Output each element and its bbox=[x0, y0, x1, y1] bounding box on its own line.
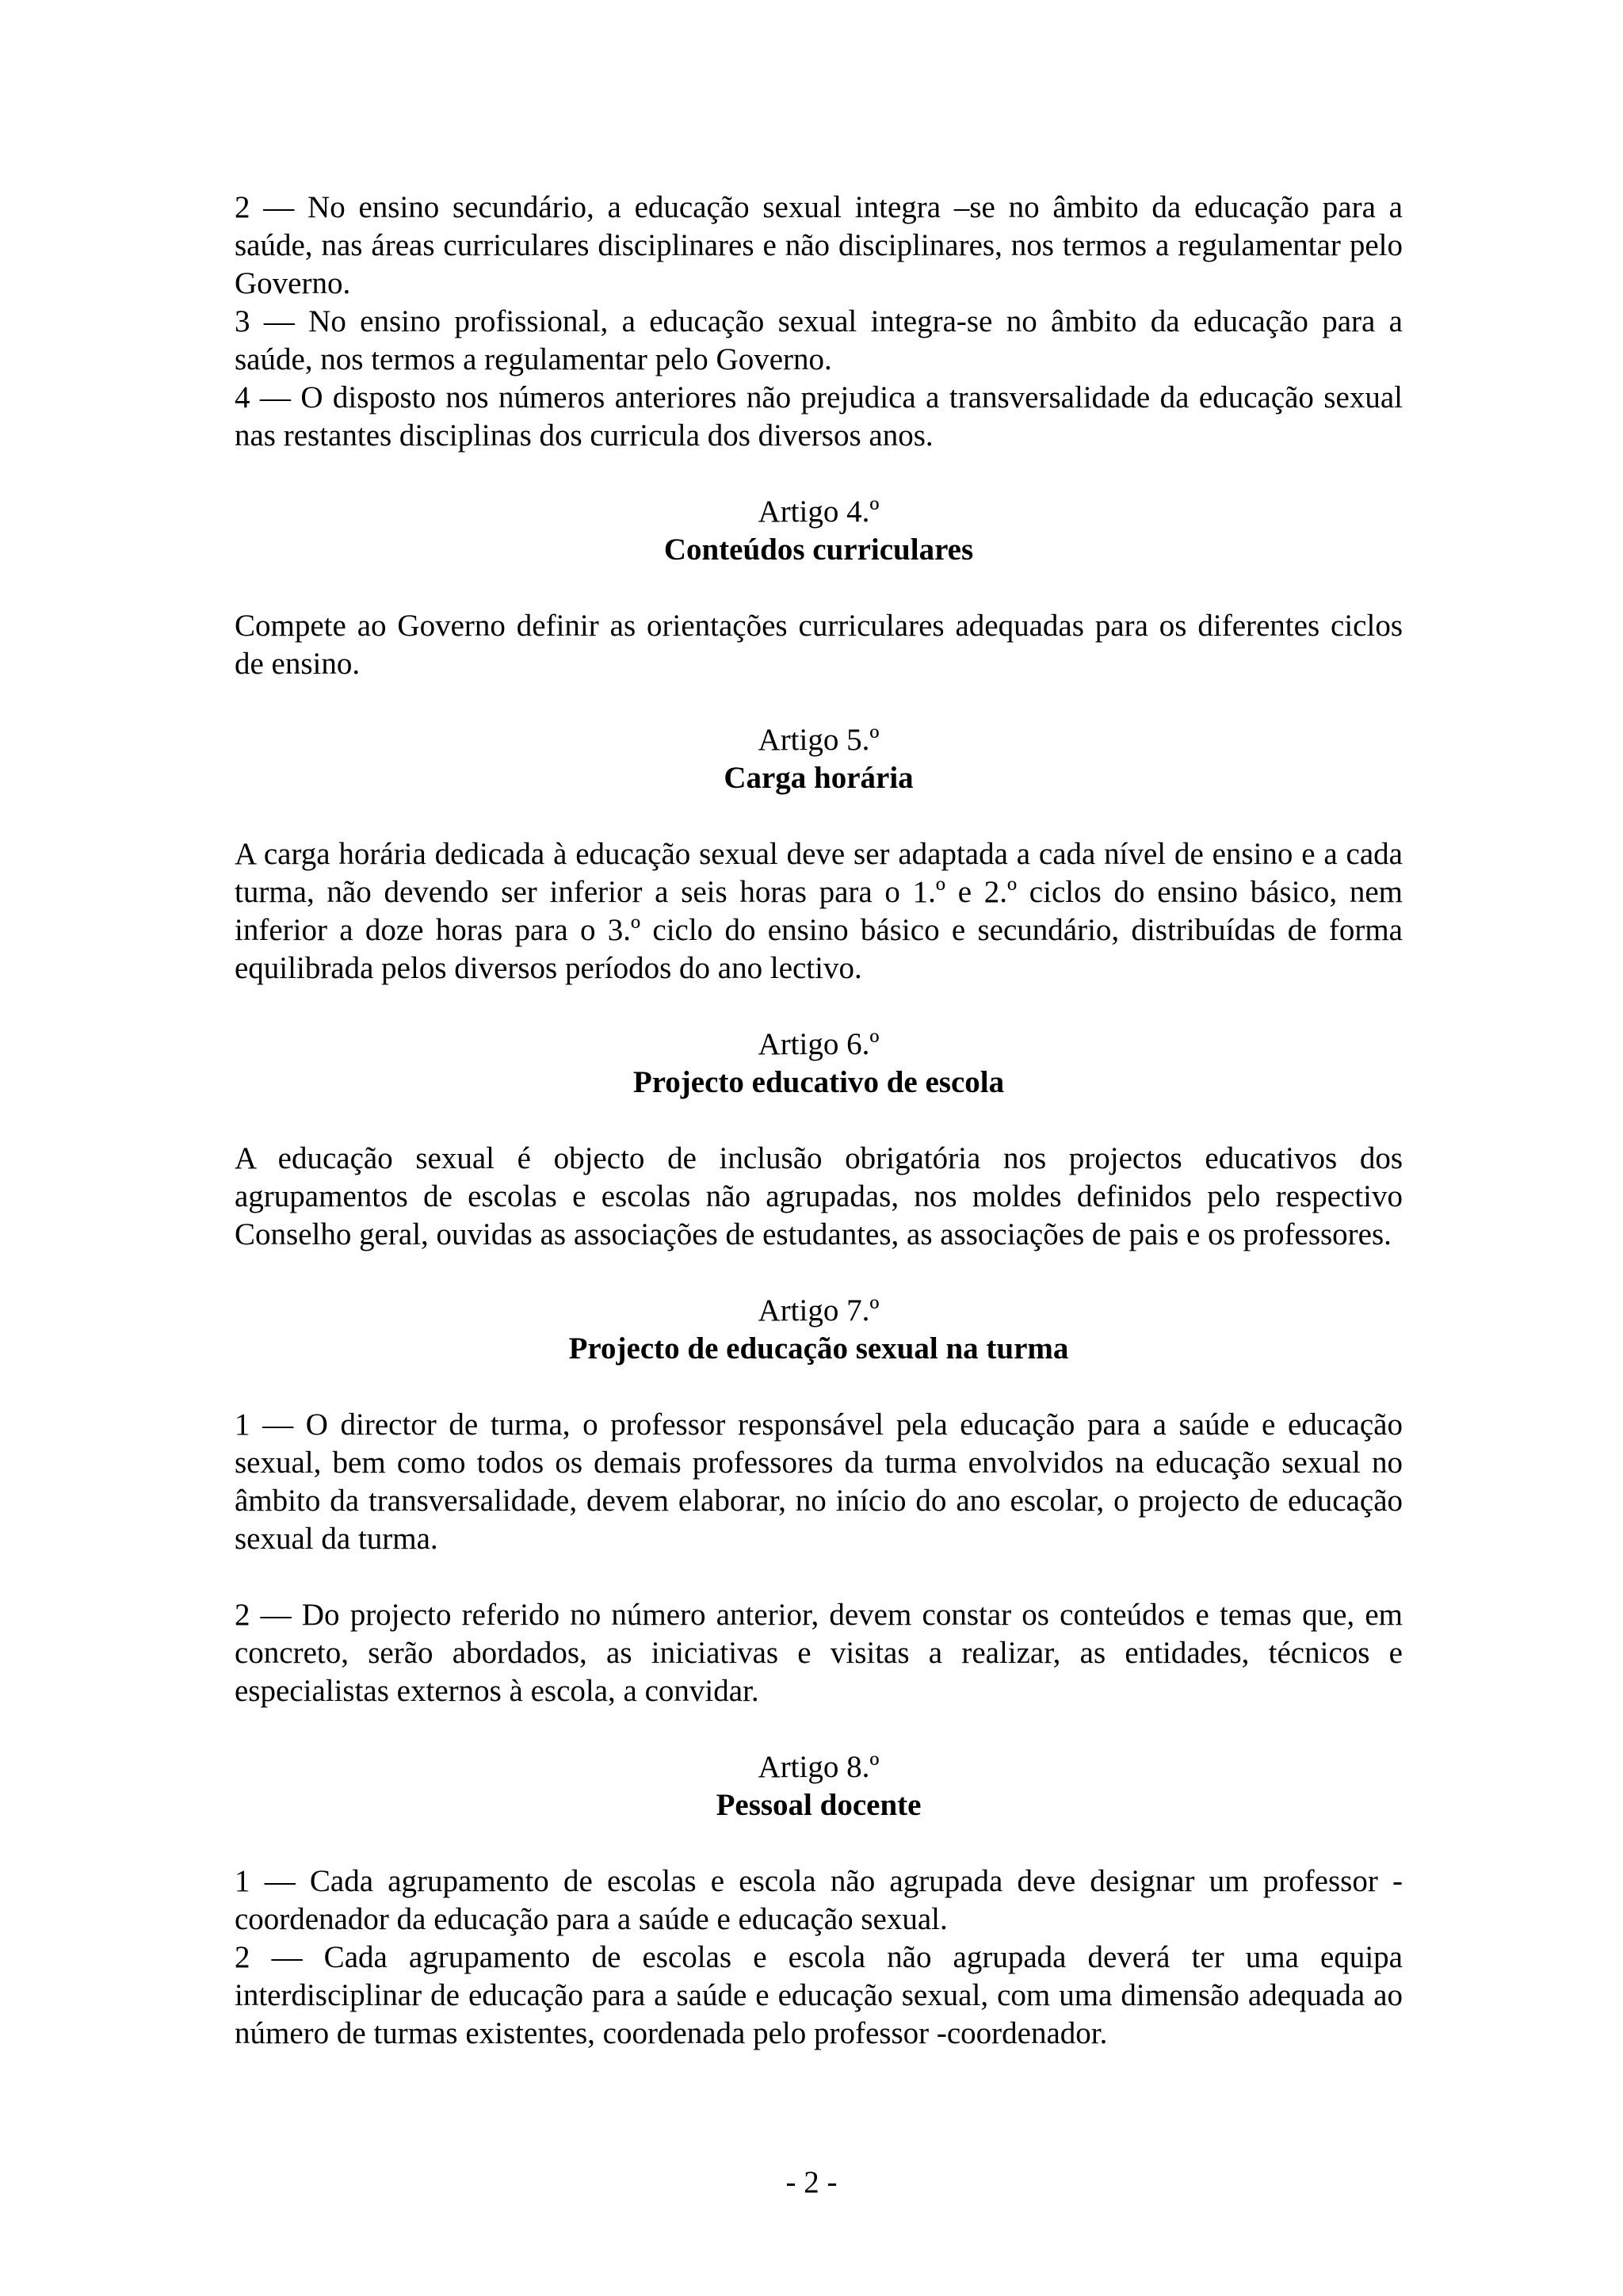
article-5-heading bbox=[235, 721, 1403, 797]
article-4-number: Artigo 4.º bbox=[758, 495, 880, 529]
article-5-number: Artigo 5.º bbox=[758, 723, 880, 757]
article-4-heading bbox=[235, 493, 1403, 569]
article-8-paragraph-2: 2 — Cada agrupamento de escolas e escola não agrupada deverá ter uma equipa interdisciplinar de educação para a saúde e educação sexual, com uma dimensão adequada ao número de turmas existentes, coordenada pelo professor -coordenador. bbox=[235, 1940, 1403, 2050]
article-7-title: Projecto de educação sexual na turma bbox=[568, 1331, 1069, 1366]
article-6-number: Artigo 6.º bbox=[758, 1027, 880, 1061]
article-6-paragraph: A educação sexual é objecto de inclusão obrigatória nos projectos educativos dos agrupamentos de escolas e escolas não agrupadas, nos moldes definidos pelo respectivo Conselho geral, ouvidas as associações de estudantes, as associações de pais e os professores. bbox=[235, 1141, 1403, 1251]
article-6-title: Projecto educativo de escola bbox=[632, 1065, 1005, 1099]
document-page bbox=[235, 189, 1403, 2053]
paragraph-4-transversalidade: 4 — O disposto nos números anteriores não prejudica a transversalidade da educação sexual nas restantes disciplinas dos curricula dos diversos anos. bbox=[235, 380, 1403, 453]
article-7-number: Artigo 7.º bbox=[758, 1293, 880, 1328]
article-6-heading bbox=[235, 1026, 1403, 1102]
article-5-title: Carga horária bbox=[724, 761, 914, 795]
article-8-number: Artigo 8.º bbox=[758, 1750, 880, 1784]
article-7-heading bbox=[235, 1292, 1403, 1368]
article-4-title: Conteúdos curriculares bbox=[663, 533, 974, 567]
article-5-paragraph: A carga horária dedicada à educação sexual deve ser adaptada a cada nível de ensino e a cada turma, não devendo ser inferior a seis horas para o 1.º e 2.º ciclos do ensino básico, nem inferior a doze horas para o 3.º ciclo do ensino básico e secundário, distribuídas de forma equilibrada pelos diversos períodos do ano lectivo. bbox=[235, 837, 1403, 985]
article-8-paragraph-1: 1 — Cada agrupamento de escolas e escola não agrupada deve designar um professor - coordenador da educação para a saúde e educação sexual. bbox=[235, 1864, 1403, 1936]
article-4-paragraph: Compete ao Governo definir as orientações curriculares adequadas para os diferentes ciclos de ensino. bbox=[235, 609, 1403, 681]
article-7-paragraph-2: 2 — Do projecto referido no número anterior, devem constar os conteúdos e temas que, em concreto, serão abordados, as iniciativas e visitas a realizar, as entidades, técnicos e especialistas externos à escola, a convidar. bbox=[235, 1598, 1403, 1708]
article-8-heading bbox=[235, 1748, 1403, 1824]
page-number: - 2 - bbox=[785, 2165, 838, 2199]
article-8-title: Pessoal docente bbox=[716, 1788, 922, 1822]
article-7-paragraph-1: 1 — O director de turma, o professor responsável pela educação para a saúde e educação sexual, bem como todos os demais professores da turma envolvidos na educação sexual no âmbito da transversalidade, devem elaborar, no início do ano escolar, o projecto de educação sexual da turma. bbox=[235, 1408, 1403, 1556]
paragraph-2-secundario: 2 — No ensino secundário, a educação sexual integra –se no âmbito da educação para a saúde, nas áreas curriculares disciplinares e não disciplinares, nos termos a regulamentar pelo Governo. bbox=[235, 190, 1403, 300]
paragraph-3-profissional: 3 — No ensino profissional, a educação sexual integra-se no âmbito da educação para a saúde, nos termos a regulamentar pelo Governo. bbox=[235, 304, 1403, 376]
